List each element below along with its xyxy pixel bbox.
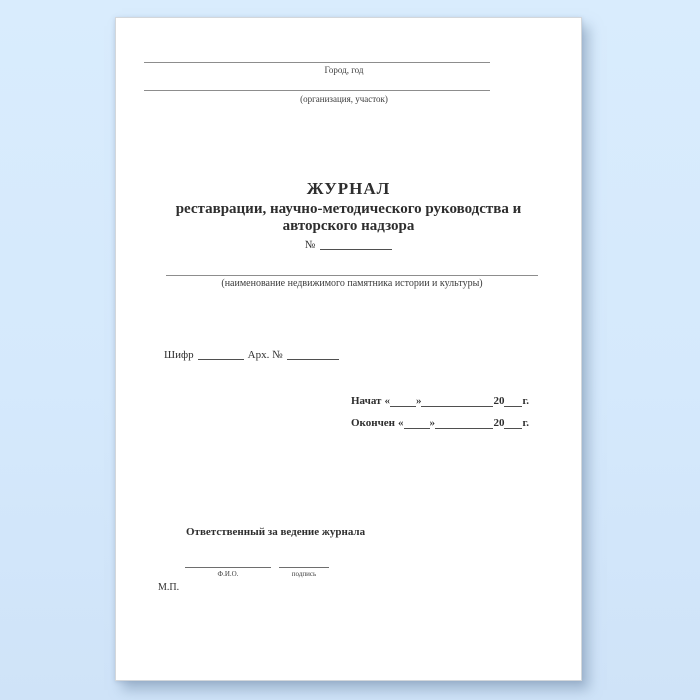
finished-day-blank-line — [404, 428, 430, 429]
started-label: Начат — [351, 395, 382, 407]
name-caption: Ф.И.О. — [217, 570, 239, 578]
journal-subtitle-line2: авторского надзора — [282, 218, 415, 234]
finished-month-blank-line — [435, 428, 493, 429]
open-quote: « — [398, 417, 404, 429]
responsible-label: Ответственный за ведение журнала — [186, 526, 366, 538]
city-year-caption: Город, год — [324, 65, 364, 75]
monument-name-blank-line — [166, 275, 538, 276]
organization-blank-line — [144, 90, 490, 91]
cipher-row — [164, 349, 343, 362]
close-quote: » — [429, 417, 436, 429]
number-label: № — [304, 239, 316, 251]
finished-year-prefix: 20 — [493, 417, 505, 429]
finished-row — [351, 417, 529, 430]
open-quote: « — [384, 395, 390, 407]
cipher-label: Шифр — [164, 349, 194, 361]
finished-year-suffix: г. — [522, 417, 529, 429]
signature-caption: подпись — [291, 570, 317, 578]
journal-number-row — [116, 239, 581, 252]
name-signature-line — [185, 567, 271, 568]
stamp-place-label: М.П. — [158, 582, 180, 593]
journal-subtitle-line1: реставрации, научно-методического руководства и — [175, 201, 522, 217]
journal-cover-page — [115, 17, 582, 681]
started-year-blank-line — [504, 406, 522, 407]
started-day-blank-line — [390, 406, 416, 407]
started-month-blank-line — [421, 406, 493, 407]
city-year-blank-line — [144, 62, 490, 63]
monument-name-caption: (наименование недвижимого памятника истории и культуры) — [221, 278, 483, 289]
journal-title: ЖУРНАЛ — [306, 179, 391, 198]
started-row — [351, 395, 529, 408]
organization-caption: (организация, участок) — [300, 94, 388, 104]
close-quote: » — [415, 395, 422, 407]
cipher-blank-line — [198, 359, 244, 360]
finished-label: Окончен — [351, 417, 396, 429]
started-year-suffix: г. — [522, 395, 529, 407]
archive-number-label: Арх. № — [247, 349, 283, 361]
started-year-prefix: 20 — [493, 395, 505, 407]
signature-line — [279, 567, 329, 568]
number-blank-line — [320, 249, 392, 250]
finished-year-blank-line — [504, 428, 522, 429]
archive-number-blank-line — [287, 359, 339, 360]
